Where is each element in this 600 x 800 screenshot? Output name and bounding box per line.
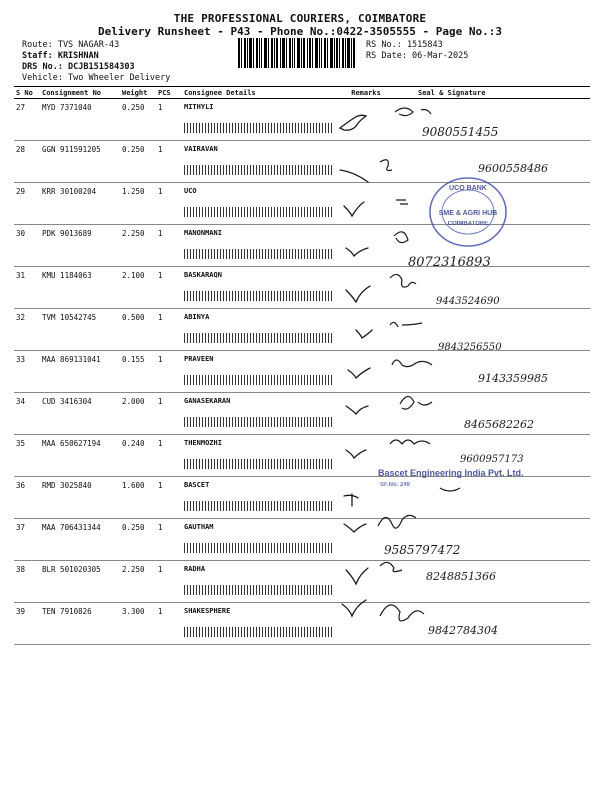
table-row (14, 603, 590, 645)
cell-pcs-text: 1 (158, 229, 163, 238)
phone-28: 9600558486 (478, 162, 548, 175)
cell-weight (120, 225, 156, 267)
cell-pcs-text: 1 (158, 103, 163, 112)
cell-consignment-text: KRR 30100204 (42, 187, 97, 196)
cell-consignment-text: MAA 650627194 (42, 439, 101, 448)
phone-38: 8248851366 (426, 570, 496, 583)
phone-39: 9842784304 (428, 624, 498, 637)
consignee-tick-marks (184, 543, 334, 553)
runsheet-title: Delivery Runsheet - P43 - Phone No.:0422-3505555 - Page No.:3 (98, 25, 502, 38)
cell-seal (394, 351, 590, 393)
cell-pcs-text: 1 (158, 481, 163, 490)
cell-weight-text: 0.500 (122, 313, 145, 322)
cell-pcs (156, 603, 182, 645)
cell-seal (394, 603, 590, 645)
cell-consignment-text: CUD 3416304 (42, 397, 92, 406)
cell-consignment (40, 99, 120, 141)
cell-sno-text: 34 (16, 397, 26, 406)
cell-pcs (156, 561, 182, 603)
consignee-tick-marks (184, 627, 334, 637)
stamp-uco-city: COIMBATORE (447, 221, 489, 227)
cell-consignee-text: MITHYLI (184, 103, 214, 111)
cell-consignment-text: TEN 7910826 (42, 607, 92, 616)
cell-sno-text: 39 (16, 607, 26, 616)
consignee-tick-marks (184, 249, 334, 259)
cell-weight-text: 1.250 (122, 187, 145, 196)
consignee-tick-marks (184, 207, 334, 217)
cell-consignment (40, 141, 120, 183)
cell-pcs (156, 477, 182, 519)
cell-consignee-text: SHAKESPHERE (184, 607, 231, 615)
cell-consignment (40, 477, 120, 519)
cell-consignment-text: PDK 9013689 (42, 229, 92, 238)
table-row (14, 267, 590, 309)
table-header-row (14, 87, 590, 99)
cell-sno-text: 38 (16, 565, 26, 574)
cell-pcs (156, 267, 182, 309)
cell-weight (120, 477, 156, 519)
cell-pcs-text: 1 (158, 355, 163, 364)
cell-weight (120, 183, 156, 225)
cell-sno (14, 309, 40, 351)
cell-consignment-text: TVM 10542745 (42, 313, 97, 322)
drs-label: DRS No.: DCJB151584303 (22, 62, 135, 72)
cell-seal (394, 99, 590, 141)
cell-sno (14, 225, 40, 267)
cell-remarks (338, 309, 394, 351)
cell-weight-text: 0.250 (122, 103, 145, 112)
cell-remarks (338, 141, 394, 183)
cell-seal (394, 141, 590, 183)
cell-remarks (338, 603, 394, 645)
cell-sno (14, 519, 40, 561)
cell-pcs (156, 393, 182, 435)
company-title: THE PROFESSIONAL COURIERS, COIMBATORE (173, 12, 427, 25)
cell-sno-text: 37 (16, 523, 26, 532)
cell-weight-text: 0.240 (122, 439, 145, 448)
cell-remarks (338, 561, 394, 603)
phone-27: 9080551455 (422, 125, 499, 139)
vehicle-label: Vehicle: Two Wheeler Delivery (22, 73, 171, 83)
cell-remarks (338, 99, 394, 141)
phone-31: 9443524690 (436, 296, 500, 307)
cell-sno (14, 435, 40, 477)
cell-consignment (40, 351, 120, 393)
cell-consignee-text: MANONMANI (184, 229, 222, 237)
cell-remarks (338, 393, 394, 435)
cell-seal (394, 225, 590, 267)
cell-seal (394, 183, 590, 225)
table-row (14, 309, 590, 351)
cell-weight-text: 1.600 (122, 481, 145, 490)
cell-consignment (40, 267, 120, 309)
cell-sno-text: 35 (16, 439, 26, 448)
cell-seal (394, 435, 590, 477)
cell-consignee (182, 225, 338, 267)
cell-consignee-text: UCO (184, 187, 197, 195)
cell-consignee-text: THENMOZHI (184, 439, 222, 447)
cell-weight-text: 0.250 (122, 145, 145, 154)
cell-weight (120, 267, 156, 309)
col-seal: Seal & Signature (394, 87, 590, 99)
cell-consignee (182, 477, 338, 519)
cell-pcs-text: 1 (158, 397, 163, 406)
cell-weight (120, 393, 156, 435)
cell-sno (14, 267, 40, 309)
table-row (14, 183, 590, 225)
cell-weight (120, 141, 156, 183)
cell-consignment (40, 393, 120, 435)
stamp-uco-mid: SME & AGRI HUB (438, 210, 498, 217)
cell-remarks (338, 435, 394, 477)
cell-weight (120, 99, 156, 141)
table-row (14, 351, 590, 393)
cell-pcs (156, 141, 182, 183)
cell-pcs-text: 1 (158, 565, 163, 574)
col-consignment: Consignment No (40, 87, 120, 99)
cell-consignee (182, 561, 338, 603)
cell-pcs (156, 519, 182, 561)
cell-sno-text: 36 (16, 481, 26, 490)
cell-pcs (156, 351, 182, 393)
cell-remarks (338, 225, 394, 267)
cell-weight (120, 519, 156, 561)
cell-consignment (40, 183, 120, 225)
rs-no-label: RS No.: 1515843 (366, 40, 443, 50)
table-row (14, 561, 590, 603)
table-row (14, 435, 590, 477)
cell-sno (14, 603, 40, 645)
cell-weight (120, 351, 156, 393)
cell-pcs (156, 183, 182, 225)
consignee-tick-marks (184, 501, 334, 511)
cell-weight (120, 435, 156, 477)
table-row (14, 519, 590, 561)
cell-seal (394, 519, 590, 561)
cell-seal (394, 309, 590, 351)
cell-consignee-text: BASKARAQN (184, 271, 222, 279)
cell-weight (120, 561, 156, 603)
cell-consignment-text: BLR 501020305 (42, 565, 101, 574)
stamp-uco-top: UCO BANK (449, 185, 487, 192)
cell-weight (120, 603, 156, 645)
cell-remarks (338, 183, 394, 225)
cell-consignee (182, 435, 338, 477)
cell-pcs (156, 309, 182, 351)
cell-consignment (40, 435, 120, 477)
phone-34: 8465682262 (464, 418, 534, 431)
cell-weight (120, 309, 156, 351)
cell-sno (14, 561, 40, 603)
cell-sno-text: 33 (16, 355, 26, 364)
cell-weight-text: 3.300 (122, 607, 145, 616)
cell-consignee-text: ABINYA (184, 313, 210, 321)
cell-consignment-text: MYD 7371040 (42, 103, 92, 112)
table-row (14, 225, 590, 267)
cell-consignment (40, 519, 120, 561)
consignee-tick-marks (184, 375, 334, 385)
phone-37: 9585797472 (384, 543, 461, 557)
cell-consignment (40, 561, 120, 603)
cell-consignee (182, 393, 338, 435)
cell-consignment-text: MAA 706431344 (42, 523, 101, 532)
consignee-tick-marks (184, 291, 334, 301)
cell-weight-text: 0.155 (122, 355, 145, 364)
staff-label: Staff: KRISHNAN (22, 51, 99, 61)
cell-pcs (156, 99, 182, 141)
cell-pcs-text: 1 (158, 145, 163, 154)
cell-consignee-text: VAIRAVAN (184, 145, 218, 153)
cell-consignee (182, 519, 338, 561)
col-pcs: PCS (156, 87, 182, 99)
consignee-tick-marks (184, 417, 334, 427)
consignee-tick-marks (184, 333, 334, 343)
cell-sno (14, 477, 40, 519)
route-label: Route: TVS NAGAR-43 (22, 40, 120, 50)
cell-pcs-text: 1 (158, 187, 163, 196)
phone-30: 8072316893 (408, 255, 491, 270)
cell-consignee-text: RADHA (184, 565, 206, 573)
cell-weight-text: 2.000 (122, 397, 145, 406)
consignee-tick-marks (184, 585, 334, 595)
cell-weight-text: 2.250 (122, 229, 145, 238)
cell-sno (14, 183, 40, 225)
cell-sno-text: 32 (16, 313, 26, 322)
consignee-tick-marks (184, 165, 334, 175)
cell-consignee-text: GANASEKARAN (184, 397, 231, 405)
rs-date-label: RS Date: 06-Mar-2025 (366, 51, 469, 61)
cell-remarks (338, 519, 394, 561)
col-remarks: Remarks (338, 87, 394, 99)
cell-sno-text: 27 (16, 103, 26, 112)
table-row (14, 477, 590, 519)
consignee-tick-marks (184, 123, 334, 133)
cell-consignment-text: MAA 869131041 (42, 355, 101, 364)
cell-remarks (338, 351, 394, 393)
cell-sno (14, 99, 40, 141)
table-row (14, 99, 590, 141)
cell-seal (394, 561, 590, 603)
cell-remarks (338, 267, 394, 309)
cell-pcs-text: 1 (158, 523, 163, 532)
cell-consignee (182, 183, 338, 225)
cell-pcs (156, 435, 182, 477)
stamp-bascet-name: Bascet Engineering India Pvt. Ltd. (378, 468, 524, 478)
cell-seal (394, 477, 590, 519)
phone-33: 9143359985 (478, 372, 548, 385)
cell-sno-text: 29 (16, 187, 26, 196)
cell-pcs-text: 1 (158, 271, 163, 280)
cell-seal (394, 267, 590, 309)
phone-35: 9600957173 (460, 454, 524, 465)
cell-consignee-text: GAUTHAM (184, 523, 214, 531)
delivery-table (14, 86, 590, 645)
cell-weight-text: 0.250 (122, 523, 145, 532)
cell-consignee-text: PRAVEEN (184, 355, 214, 363)
cell-pcs-text: 1 (158, 313, 163, 322)
cell-pcs (156, 225, 182, 267)
col-consignee: Consignee Details (182, 87, 338, 99)
col-weight: Weight (120, 87, 156, 99)
table-row (14, 393, 590, 435)
cell-consignment-text: KMU 1184063 (42, 271, 92, 280)
cell-consignment (40, 225, 120, 267)
table-row (14, 141, 590, 183)
cell-consignee (182, 603, 338, 645)
cell-consignee (182, 309, 338, 351)
cell-consignee (182, 141, 338, 183)
phone-32: 9843256550 (438, 342, 502, 353)
cell-consignment-text: GGN 911591205 (42, 145, 101, 154)
cell-remarks (338, 477, 394, 519)
cell-pcs-text: 1 (158, 607, 163, 616)
consignee-tick-marks (184, 459, 334, 469)
cell-consignee (182, 99, 338, 141)
cell-consignee (182, 267, 338, 309)
cell-weight-text: 2.250 (122, 565, 145, 574)
cell-sno-text: 30 (16, 229, 26, 238)
cell-consignment (40, 603, 120, 645)
cell-sno (14, 393, 40, 435)
cell-consignee (182, 351, 338, 393)
cell-weight-text: 2.100 (122, 271, 145, 280)
cell-sno-text: 31 (16, 271, 26, 280)
cell-consignee-text: BASCET (184, 481, 210, 489)
cell-sno-text: 28 (16, 145, 26, 154)
cell-sno (14, 141, 40, 183)
cell-pcs-text: 1 (158, 439, 163, 448)
stamp-bascet-address: SF.No. 249 (380, 482, 411, 488)
cell-sno (14, 351, 40, 393)
col-sno: S No (14, 87, 40, 99)
cell-consignment (40, 309, 120, 351)
cell-consignment-text: RMD 3025840 (42, 481, 92, 490)
cell-seal (394, 393, 590, 435)
barcode (238, 38, 356, 68)
